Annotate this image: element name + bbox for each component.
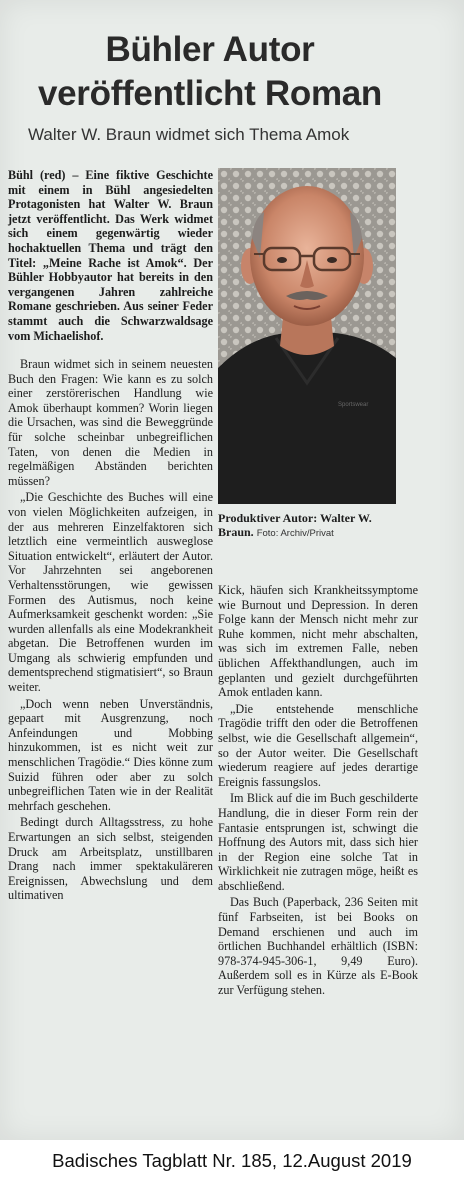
- subheadline: Walter W. Braun widmet sich Thema Amok: [28, 125, 350, 144]
- caption-text: Produktiver Autor: Walter W. Braun.: [218, 511, 372, 539]
- portrait-illustration: [218, 168, 396, 504]
- lead-paragraph: [8, 168, 213, 345]
- headline-line-1: Bühler Autor: [105, 30, 315, 69]
- shirt-logo-text: Sportswear: [338, 402, 369, 408]
- headline-line-2: veröffentlicht Roman: [37, 74, 383, 113]
- body-paragraph-5: Kick, häufen sich Krankheitssymptome wie Burnout und Depression. In deren Folge kann der Mensch nicht mehr zur Ruhe kommen, nicht mehr abschalten, was sich im extremen Falle, neben üblichen Affekthandlungen, auch im geplanten und gezielt durchgeführten Amok entladen kann.: [218, 583, 418, 700]
- body-column-left: [8, 357, 213, 905]
- author-portrait-photo: [218, 168, 396, 504]
- body-paragraph-8: Das Buch (Paperback, 236 Seiten mit fünf Farbseiten, ist bei Books on Demand erschienen und auch im örtlichen Buchhandel erhältlich (ISBN: 978-374-945-306-1, 9,49 Euro). Außerdem soll es in Kürze als E-Book zur Verfügung stehen.: [218, 895, 418, 998]
- body-paragraph-3: „Doch wenn neben Unverständnis, gepaart mit Ausgrenzung, noch Anfeindungen und Mobbing hinzukommen, ist es nicht weit zur menschlichen Tragödie.“ Dies könne zum Suizid führen oder aber zu solch unbegreiflichen Taten wie in der Realität mehrfach geschehen.: [8, 696, 213, 813]
- body-paragraph-1: Braun widmet sich in seinem neuesten Buch den Fragen: Wie kann es zu solch einer zerstörerischen Handlung wie Amok überhaupt kommen? Worin liegen die Ursachen, was sind die Beweggründe für solche scheinbar unbegreiflichen Taten, von denen die Medien in regelmäßigen Abständen berichten müssen?: [8, 357, 213, 488]
- body-paragraph-6: „Die entstehende menschliche Tragödie trifft den oder die Betroffenen selbst, wie die Gesellschaft allgemein“, so der Autor weiter. Die Gesellschaft wiederum reagiere auf jedes derartige Ereignis fassungslos.: [218, 701, 418, 789]
- photo-credit: Foto: Archiv/Privat: [256, 528, 334, 539]
- lead-paragraph-text: [8, 168, 213, 343]
- body-column-right: [218, 583, 418, 1000]
- source-citation: Badisches Tagblatt Nr. 185, 12.August 2019: [0, 1140, 464, 1182]
- photo-caption: [218, 511, 398, 541]
- dateline: Bühl (red) –: [8, 168, 79, 182]
- body-paragraph-4: Bedingt durch Alltagsstress, zu hohe Erwartungen an sich selbst, steigenden Druck am Arbeitsplatz, unstillbaren Drang nach immer spektakuläreren Ereignissen, Abwechslung und dem ultimativen: [8, 815, 213, 903]
- body-paragraph-2: „Die Geschichte des Buches will eine von vielen Möglichkeiten aufzeigen, in der aus mehreren Einzelfaktoren sich letztlich eine vermeintlich ausweglose Situation entwickelt“, erläutert der Autor. Vor Jahrzehnten sei angeborenen Verhaltensstörungen, wie gewissen Formen des Autismus, noch keine Aufmerksamkeit geschenkt worden: „Sie wurden allenfalls als eine Modekrankheit abgetan. Die Betroffenen wurden im Umgang als schwierig empfunden und dementsprechend stigmatisiert“, so Braun weiter.: [8, 490, 213, 695]
- lead-text: Eine fiktive Geschichte mit einem in Bühl angesiedelten Protagonisten hat Walter W. Braun jetzt veröffentlicht. Das Werk widmet sich einem gegenwärtig wieder hochaktuellen Thema und trägt den Titel: „Meine Rache ist Amok“. Der Bühler Hobbyautor hat bereits in den vergangenen Jahren zahlreiche Romane geschrieben. Aus seiner Feder stammt auch die Schwarzwaldsage vom Michaelishof.: [8, 168, 213, 343]
- headline: [0, 28, 415, 116]
- body-paragraph-7: Im Blick auf die im Buch geschilderte Handlung, die in dieser Form rein der Fantasie entsprungen ist, schwingt die Hoffnung des Autors mit, dass sich hier in der Region eine solche Tat in Wirklichkeit nie zutragen möge, heißt es abschließend.: [218, 791, 418, 893]
